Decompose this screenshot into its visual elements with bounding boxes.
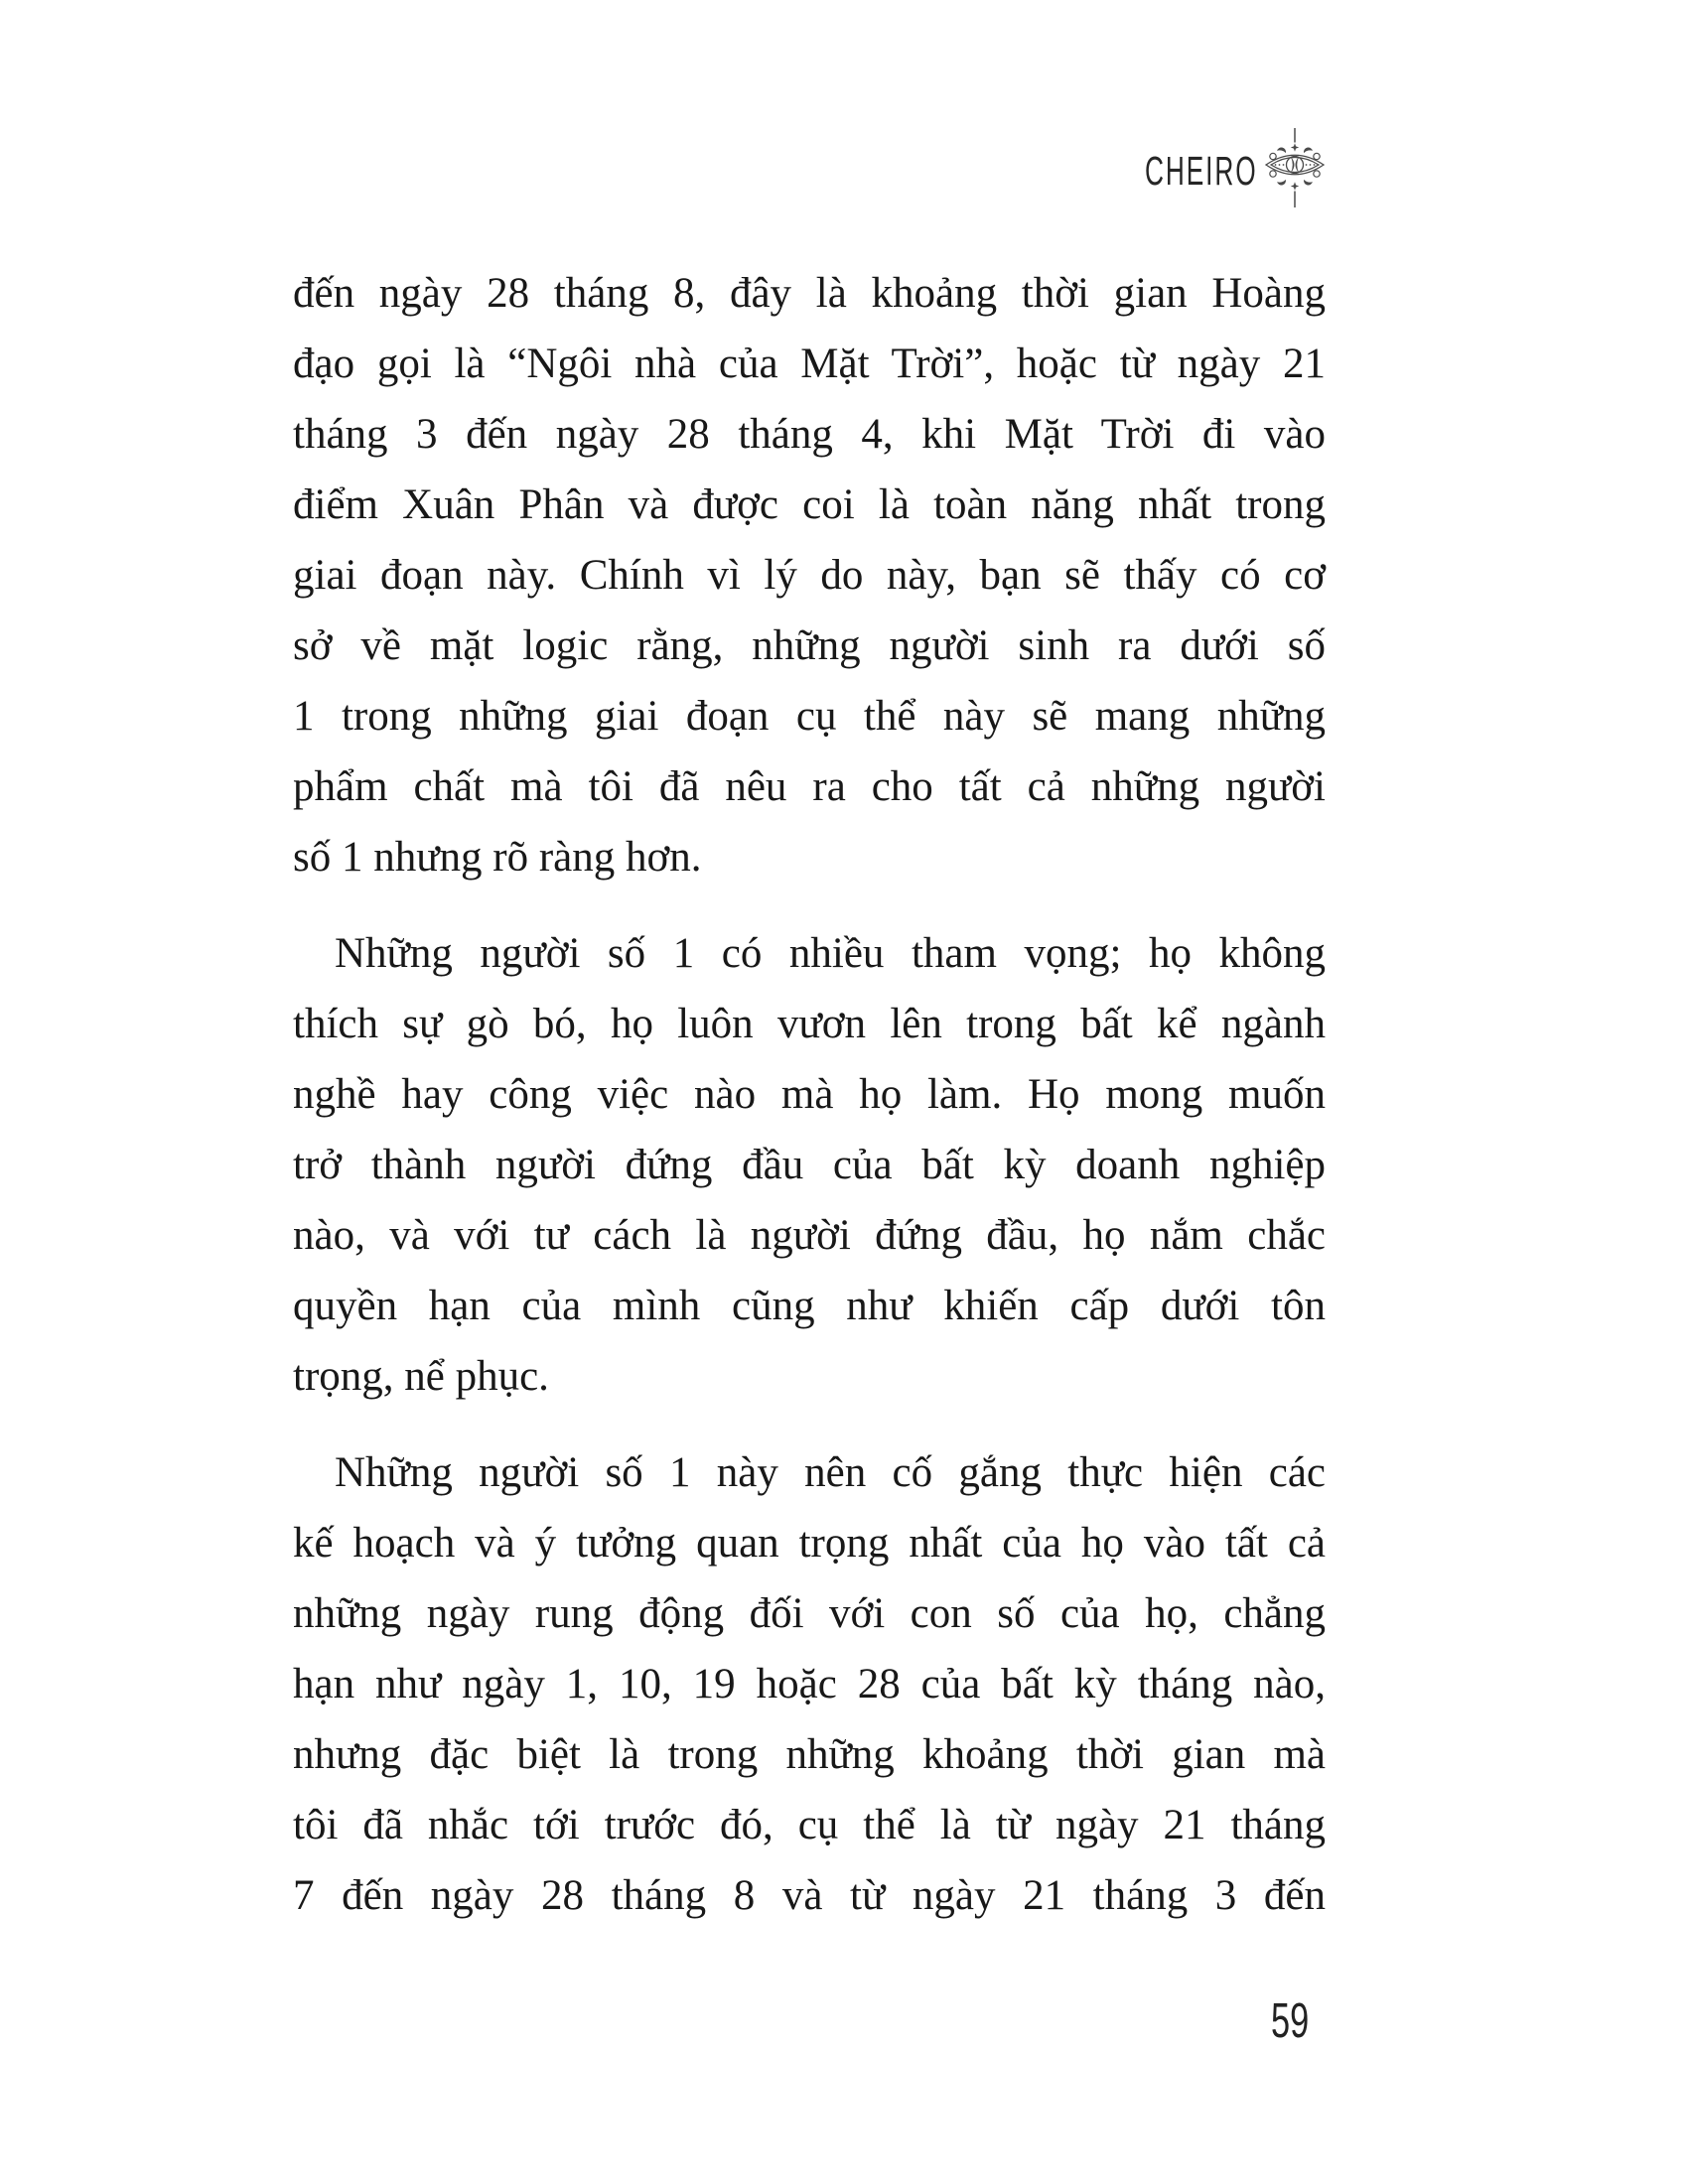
text-line: tôi đã nhắc tới trước đó, cụ thể là từ ngày 21 tháng [293,1802,1326,1848]
text-line: hạn như ngày 1, 10, 19 hoặc 28 của bất kỳ tháng nào, [293,1661,1326,1707]
paragraph [293,1437,1326,1931]
text-line: sở về mặt logic rằng, những người sinh ra dưới số [293,622,1326,669]
text-line: Những người số 1 này nên cố gắng thực hiện các [335,1449,1326,1496]
running-head-title: CHEIRO [1145,148,1258,194]
text-line: trọng, nể phục. [293,1353,549,1400]
page-number: 59 [1271,1994,1310,2048]
text-line: quyền hạn của mình cũng như khiến cấp dưới tôn [293,1283,1326,1329]
paragraph [293,918,1326,1412]
text-line: trở thành người đứng đầu của bất kỳ doanh nghiệp [293,1142,1326,1188]
text-line: những ngày rung động đối với con số của họ, chẳng [293,1590,1326,1637]
text-line: nhưng đặc biệt là trong những khoảng thời gian mà [293,1731,1326,1778]
body-text [293,258,1326,1931]
text-line: đến ngày 28 tháng 8, đây là khoảng thời gian Hoàng [293,270,1326,317]
text-line: điểm Xuân Phân và được coi là toàn năng nhất trong [293,481,1326,528]
text-line: Những người số 1 có nhiều tham vọng; họ không [335,930,1326,977]
text-line: phẩm chất mà tôi đã nêu ra cho tất cả những người [293,763,1326,810]
text-line: 1 trong những giai đoạn cụ thể này sẽ mang những [293,693,1326,740]
text-line: giai đoạn này. Chính vì lý do này, bạn sẽ thấy có cơ [293,552,1326,599]
text-line: kế hoạch và ý tưởng quan trọng nhất của họ vào tất cả [293,1520,1326,1567]
text-line: nghề hay công việc nào mà họ làm. Họ mong muốn [293,1071,1326,1118]
text-line: đạo gọi là “Ngôi nhà của Mặt Trời”, hoặc từ ngày 21 [293,341,1326,387]
paragraph [293,258,1326,892]
text-line: số 1 nhưng rõ ràng hơn. [293,834,702,881]
text-line: thích sự gò bó, họ luôn vươn lên trong bất kể ngành [293,1001,1326,1047]
mystic-eye-ornament-icon [1265,128,1325,207]
text-line: nào, và với tư cách là người đứng đầu, họ nắm chắc [293,1212,1326,1259]
text-line: tháng 3 đến ngày 28 tháng 4, khi Mặt Trời đi vào [293,411,1326,458]
text-line: 7 đến ngày 28 tháng 8 và từ ngày 21 tháng 3 đến [293,1872,1326,1919]
